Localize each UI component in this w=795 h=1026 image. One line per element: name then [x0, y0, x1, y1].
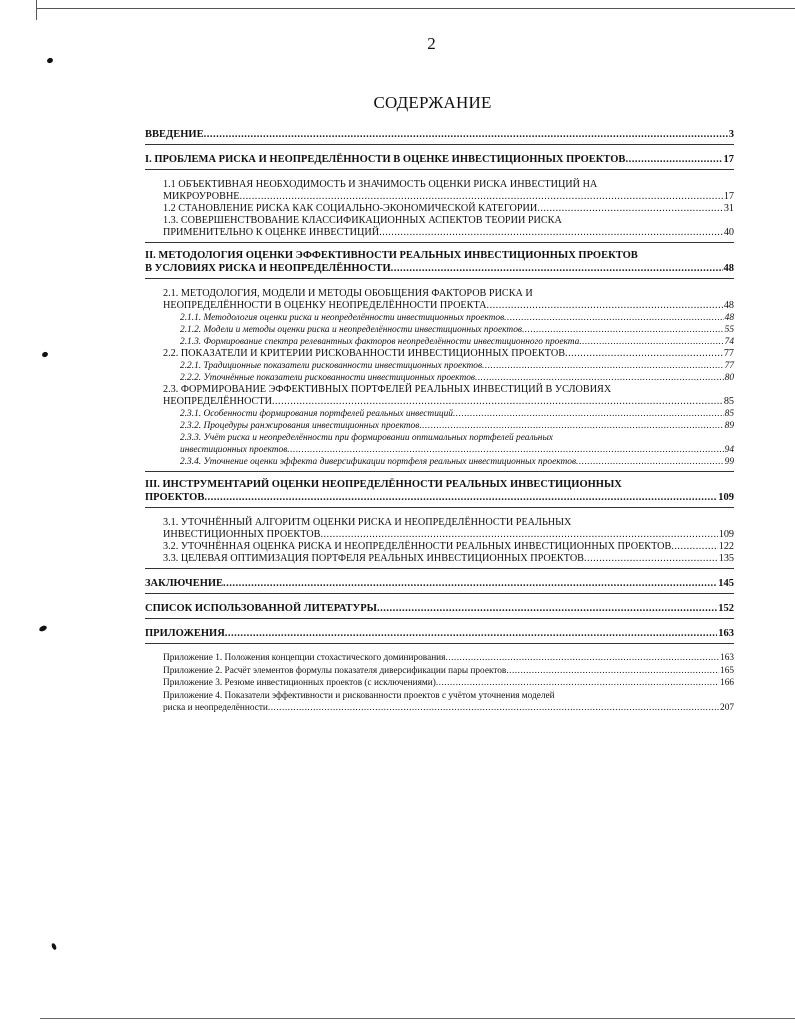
page-number: 2	[427, 34, 436, 53]
toc-page-number: 109	[718, 529, 734, 540]
toc-entry-section-2-3[interactable]	[145, 384, 734, 408]
toc-entry-appendix-1[interactable]	[145, 652, 734, 665]
divider	[145, 618, 734, 619]
divider	[145, 471, 734, 472]
toc-page-number: 80	[724, 373, 734, 383]
toc-page-number: 17	[723, 154, 734, 165]
toc-entry-text: 2.3.4. Уточнение оценки эффекта диверсификации портфеля реальных инвестиционных проектов	[180, 457, 577, 467]
toc-entry-text: II. МЕТОДОЛОГИЯ ОЦЕНКИ ЭФФЕКТИВНОСТИ РЕАЛЬНЫХ ИНВЕСТИЦИОННЫХ ПРОЕКТОВ	[145, 250, 638, 261]
toc-page-number: 207	[720, 703, 734, 713]
toc-page-number: 152	[718, 603, 734, 614]
toc-entry-section-2-1[interactable]	[145, 288, 734, 312]
toc-page-number: 77	[723, 348, 734, 359]
toc-page-number: 135	[718, 553, 734, 564]
toc-entry-subsection-2-1-3[interactable]	[145, 336, 734, 348]
toc-entry-text: Приложение 1. Положения концепции стохастического доминирования	[163, 653, 446, 663]
toc-page-number: 166	[720, 678, 734, 688]
divider	[145, 144, 734, 145]
toc-entry-text-continued: В УСЛОВИЯХ РИСКА И НЕОПРЕДЕЛЁННОСТИ	[145, 263, 391, 274]
toc-entry-text-continued: МИКРОУРОВНЕ	[163, 191, 240, 202]
toc-entry-subsection-2-3-3[interactable]	[145, 432, 734, 456]
toc-page-number: 99	[724, 457, 734, 467]
toc-entry-text: Приложение 4. Показатели эффективности и рискованности проектов с учётом уточнения моделей	[163, 690, 555, 701]
toc-entry-text: 2.2. ПОКАЗАТЕЛИ И КРИТЕРИИ РИСКОВАННОСТИ ИНВЕСТИЦИОННЫХ ПРОЕКТОВ	[163, 348, 566, 359]
toc-entry-chapter-2[interactable]	[145, 249, 734, 275]
toc-page-number: 55	[724, 325, 734, 335]
toc-entry-text: 1.3. СОВЕРШЕНСТВОВАНИЕ КЛАССИФИКАЦИОННЫХ АСПЕКТОВ ТЕОРИИ РИСКА	[163, 215, 562, 226]
toc-page-number: 85	[723, 396, 734, 407]
toc-entry-text-continued: ИНВЕСТИЦИОННЫХ ПРОЕКТОВ	[163, 529, 321, 540]
scan-bottom-border	[40, 1018, 795, 1019]
toc-entry-text: 2.2.2. Уточнённые показатели рискованности инвестиционных проектов	[180, 373, 475, 383]
divider	[145, 568, 734, 569]
toc-entry-text: 2.2.1. Традиционные показатели рискованности инвестиционных проектов	[180, 361, 483, 371]
toc-entry-text: ВВЕДЕНИЕ	[145, 129, 204, 140]
toc-page-number: 74	[724, 337, 734, 347]
toc-entry-text: 1.1 ОБЪЕКТИВНАЯ НЕОБХОДИМОСТЬ И ЗНАЧИМОСТЬ ОЦЕНКИ РИСКА ИНВЕСТИЦИЙ НА	[163, 179, 598, 190]
toc-entry-text: 3.3. ЦЕЛЕВАЯ ОПТИМИЗАЦИЯ ПОРТФЕЛЯ РЕАЛЬНЫХ ИНВЕСТИЦИОННЫХ ПРОЕКТОВ	[163, 553, 584, 564]
toc-entry-section-1-2[interactable]	[145, 203, 734, 215]
toc-page-number: 163	[720, 653, 734, 663]
toc-entry-chapter-3[interactable]	[145, 478, 734, 504]
toc-page-number: 94	[724, 445, 734, 455]
toc-entry-subsection-2-3-1[interactable]	[145, 408, 734, 420]
toc-entry-text-continued: НЕОПРЕДЕЛЁННОСТИ	[163, 396, 272, 407]
toc-entry-section-1-3[interactable]	[145, 215, 734, 239]
toc-entry-text: I. ПРОБЛЕМА РИСКА И НЕОПРЕДЕЛЁННОСТИ В ОЦЕНКЕ ИНВЕСТИЦИОННЫХ ПРОЕКТОВ	[145, 154, 626, 165]
toc-entry-text: 3.1. УТОЧНЁННЫЙ АЛГОРИТМ ОЦЕНКИ РИСКА И НЕОПРЕДЕЛЁННОСТИ РЕАЛЬНЫХ	[163, 517, 572, 528]
binding-hole-mark	[46, 57, 54, 64]
toc-page-number: 163	[718, 628, 734, 639]
toc-page-number: 109	[718, 492, 734, 503]
toc-entry-text-continued: НЕОПРЕДЕЛЁННОСТИ В ОЦЕНКУ НЕОПРЕДЕЛЁННОСТИ ПРОЕКТА	[163, 300, 487, 311]
toc-entry-text: 2.3.3. Учёт риска и неопределённости при формировании оптимальных портфелей реальных	[180, 433, 553, 443]
toc-page-number: 40	[723, 227, 734, 238]
page-title: СОДЕРЖАНИЕ	[373, 93, 492, 112]
toc-entry-text: 3.2. УТОЧНЁННАЯ ОЦЕНКА РИСКА И НЕОПРЕДЕЛЁННОСТИ РЕАЛЬНЫХ ИНВЕСТИЦИОННЫХ ПРОЕКТОВ	[163, 541, 672, 552]
toc-entry-text: ЗАКЛЮЧЕНИЕ	[145, 578, 224, 589]
toc-page-number: 122	[718, 541, 734, 552]
divider	[145, 593, 734, 594]
toc-entry-section-2-2[interactable]	[145, 348, 734, 360]
toc-entry-text: 2.3.2. Процедуры ранжирования инвестиционных проектов	[180, 421, 420, 431]
toc-entry-text: ПРИЛОЖЕНИЯ	[145, 628, 225, 639]
toc-page-number: 3	[728, 129, 734, 140]
divider	[145, 643, 734, 644]
toc-page-number: 48	[723, 300, 734, 311]
toc-entry-text-continued: ПРИМЕНИТЕЛЬНО К ОЦЕНКЕ ИНВЕСТИЦИЙ	[163, 227, 380, 238]
toc-entry-appendices[interactable]	[145, 627, 734, 640]
toc-entry-section-3-2[interactable]	[145, 541, 734, 553]
toc-page-number: 145	[718, 578, 734, 589]
toc-entry-appendix-4[interactable]	[145, 690, 734, 715]
toc-page-number: 48	[723, 263, 734, 274]
toc-entry-text: 2.3. ФОРМИРОВАНИЕ ЭФФЕКТИВНЫХ ПОРТФЕЛЕЙ РЕАЛЬНЫХ ИНВЕСТИЦИЙ В УСЛОВИЯХ	[163, 384, 612, 395]
toc-entry-subsection-2-3-4[interactable]	[145, 456, 734, 468]
table-of-contents	[145, 128, 734, 715]
divider	[145, 242, 734, 243]
toc-entry-conclusion[interactable]	[145, 577, 734, 590]
toc-entry-literature[interactable]	[145, 602, 734, 615]
toc-entry-text-continued: риска и неопределённости	[163, 703, 268, 713]
toc-entry-subsection-2-1-2[interactable]	[145, 324, 734, 336]
binding-hole-mark	[51, 942, 58, 950]
binding-hole-mark	[38, 625, 47, 633]
toc-entry-subsection-2-3-2[interactable]	[145, 420, 734, 432]
divider	[145, 278, 734, 279]
toc-entry-subsection-2-2-2[interactable]	[145, 372, 734, 384]
toc-entry-text: Приложение 2. Расчёт элементов формулы показателя диверсификации пары проектов	[163, 665, 507, 676]
toc-page-number: 17	[723, 191, 734, 202]
toc-entry-text: Приложение 3. Резюме инвестиционных проектов (с исключениями)	[163, 678, 436, 688]
scan-top-border	[36, 8, 795, 9]
toc-entry-text-continued: инвестиционных проектов	[180, 445, 288, 455]
toc-entry-text: 1.2 СТАНОВЛЕНИЕ РИСКА КАК СОЦИАЛЬНО-ЭКОНОМИЧЕСКОЙ КАТЕГОРИИ	[163, 203, 538, 214]
toc-entry-subsection-2-2-1[interactable]	[145, 360, 734, 372]
toc-page-number: 89	[724, 421, 734, 431]
toc-page-number: 85	[724, 409, 734, 419]
toc-entry-text: III. ИНСТРУМЕНТАРИЙ ОЦЕНКИ НЕОПРЕДЕЛЁННОСТИ РЕАЛЬНЫХ ИНВЕСТИЦИОННЫХ	[145, 479, 622, 490]
toc-entry-text-continued: ПРОЕКТОВ	[145, 492, 205, 503]
toc-entry-text: 2.1.3. Формирование спектра релевантных факторов неопределённости инвестиционного проекта	[180, 337, 580, 347]
toc-entry-appendix-3[interactable]	[145, 677, 734, 690]
toc-entry-text: 2.3.1. Особенности формирования портфелей реальных инвестиций	[180, 409, 453, 419]
toc-page-number: 31	[723, 203, 734, 214]
binding-hole-mark	[41, 351, 49, 358]
toc-entry-text: 2.1.2. Модели и методы оценки риска и неопределённости инвестиционных проектов	[180, 325, 522, 335]
toc-entry-subsection-2-1-1[interactable]	[145, 312, 734, 324]
toc-entry-section-3-3[interactable]	[145, 553, 734, 565]
toc-entry-text: 2.1.1. Методология оценки риска и неопределённости инвестиционных проектов	[180, 313, 505, 323]
toc-entry-text: СПИСОК ИСПОЛЬЗОВАННОЙ ЛИТЕРАТУРЫ	[145, 603, 377, 614]
toc-entry-intro[interactable]	[145, 128, 734, 141]
toc-entry-chapter-1[interactable]	[145, 153, 734, 166]
toc-page-number: 77	[724, 361, 734, 371]
toc-page-number: 165	[720, 665, 734, 676]
divider	[145, 169, 734, 170]
toc-entry-section-3-1[interactable]	[145, 517, 734, 541]
toc-entry-appendix-2[interactable]	[145, 665, 734, 678]
toc-page-number: 48	[724, 313, 734, 323]
toc-entry-text: 2.1. МЕТОДОЛОГИЯ, МОДЕЛИ И МЕТОДЫ ОБОБЩЕНИЯ ФАКТОРОВ РИСКА И	[163, 288, 533, 299]
divider	[145, 507, 734, 508]
toc-entry-section-1-1[interactable]	[145, 179, 734, 203]
scan-edge-mark	[36, 0, 37, 20]
